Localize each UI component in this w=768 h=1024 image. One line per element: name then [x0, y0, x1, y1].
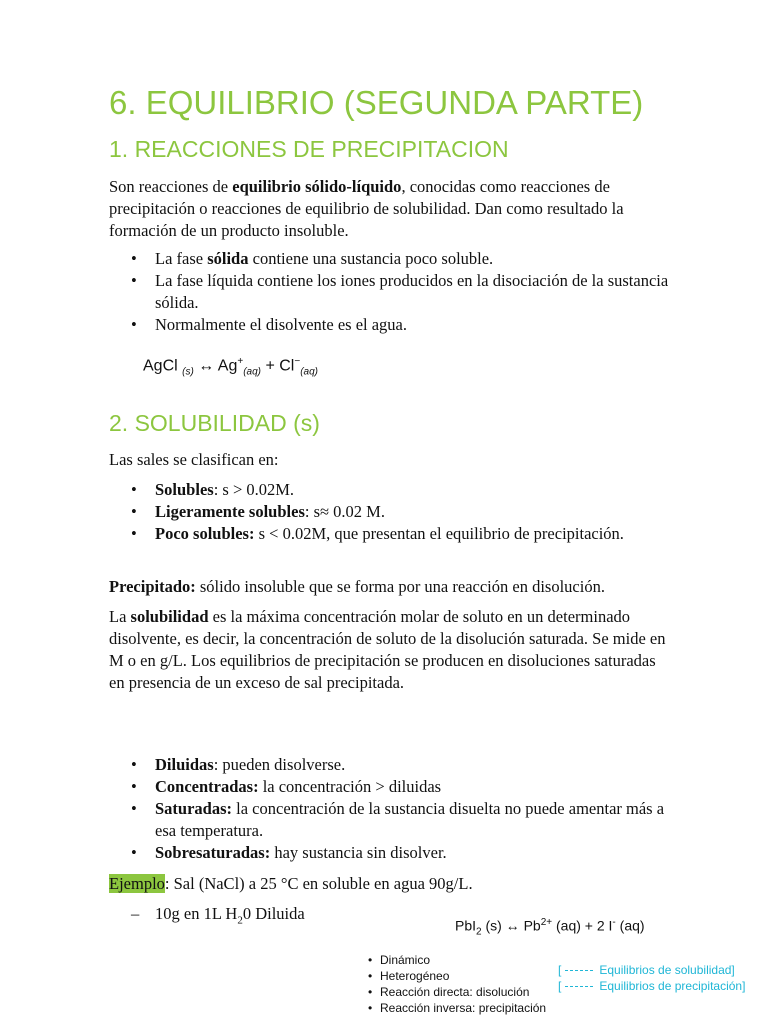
list-item: • Solubles: s > 0.02M. [109, 479, 669, 501]
section1-heading: 1. REACCIONES DE PRECIPITACION [109, 136, 509, 162]
agcl-equation: AgCl $_{(s)}$ ↔ $Ag^+_{(aq)} + Cl^-_{(aq)}$ [143, 356, 318, 378]
list-item: • La fase líquida contiene los iones producidos en la disociación de la sustancia sólida. [109, 270, 669, 314]
list-item: • Diluidas: pueden disolverse. [109, 754, 669, 776]
list-item: • Reacción directa: disolución [368, 984, 546, 1000]
list-item: • Dinámico [368, 952, 546, 968]
list-item: • Poco solubles: s < 0.02M, que presentan el equilibrio de precipitación. [109, 523, 669, 545]
list-item: • Normalmente el disolvente es el agua. [109, 314, 669, 336]
list-item: • Concentradas: la concentración > diluidas [109, 776, 669, 798]
section1-bullets [109, 248, 669, 336]
list-item: – 10g en 1L $H_20$ Diluida [109, 903, 305, 931]
example-detail [109, 903, 305, 931]
solubility-classes [109, 479, 669, 545]
list-item: • Heterogéneo [368, 968, 546, 984]
section2-heading: 2. SOLUBILIDAD (s) [109, 410, 320, 436]
list-item: • Reacción inversa: precipitación [368, 1000, 546, 1016]
equilibrium-characteristics [368, 952, 546, 1016]
pbi2-equation: PbI$_2$ (s) ↔ $Pb^{2+}$ (aq) + 2 I- (aq) [455, 917, 645, 938]
solution-types [109, 754, 669, 864]
list-item: • Saturadas: la concentración de la sustancia disuelta no puede amentar más a esa temperatura. [109, 798, 669, 842]
list-item: • La fase sólida contiene una sustancia poco soluble. [109, 248, 669, 270]
list-item: • Sobresaturadas: hay sustancia sin disolver. [109, 842, 669, 864]
precipitado-definition: Precipitado: sólido insoluble que se forma por una reacción en disolución. [109, 577, 605, 596]
dashed-arrow-icon [565, 970, 593, 971]
dashed-arrow-icon [565, 986, 593, 987]
section2-intro: Las sales se clasifican en: [109, 450, 279, 469]
solubilidad-definition: La solubilidad es la máxima concentración molar de soluto en un determinado disolvente, es decir, la concentración de soluto de la disolución saturada. Se mide en M o en g/L. Los equilibrios de precipitación se producen en disoluciones saturadas en presencia de un exceso de sal precipitada. [109, 607, 666, 692]
section1-intro: Son reacciones de equilibrio sólido-líquido, conocidas como reacciones de precipitación o reacciones de equilibrio de solubilidad. Dan como resultado la formación de un producto insoluble. [109, 177, 624, 240]
legend-item: [ Equilibrios de solubilidad] [558, 963, 735, 977]
page-title: 6. EQUILIBRIO (SEGUNDA PARTE) [109, 84, 644, 121]
example-highlight: Ejemplo [109, 874, 165, 893]
example-line: Ejemplo: Sal (NaCl) a 25 °C en soluble en agua 90g/L. [109, 874, 473, 893]
list-item: • Ligeramente solubles: s≈ 0.02 M. [109, 501, 669, 523]
legend-item: [ Equilibrios de precipitación] [558, 979, 746, 993]
equilibrium-legend [558, 962, 745, 994]
